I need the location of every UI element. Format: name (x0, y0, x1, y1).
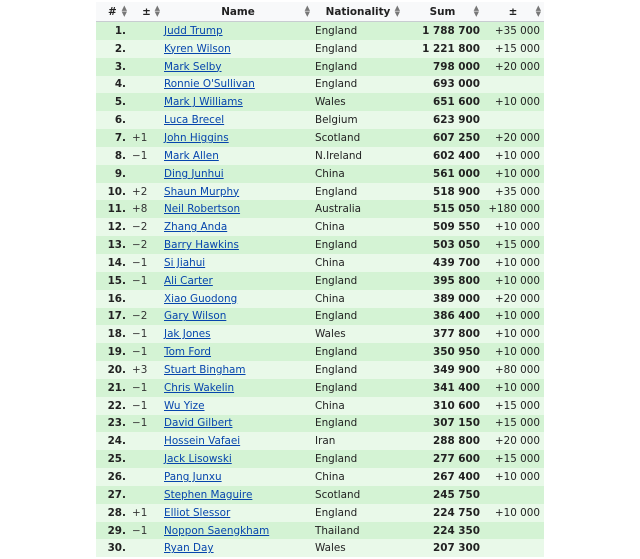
difference-cell: +80 000 (482, 361, 544, 379)
sum-cell: 515 050 (403, 200, 482, 218)
difference-cell: +180 000 (482, 200, 544, 218)
nationality-cell: Wales (313, 539, 403, 557)
change-cell: −2 (130, 308, 163, 326)
position-cell: 7. (96, 129, 130, 147)
difference-cell: +15 000 (482, 236, 544, 254)
change-cell (130, 486, 163, 504)
ranking-table (96, 2, 544, 557)
name-cell (163, 40, 313, 58)
column-header-position[interactable] (96, 2, 130, 22)
sum-cell: 386 400 (403, 308, 482, 326)
table-row (96, 504, 544, 522)
name-cell (163, 22, 313, 40)
table-row (96, 76, 544, 94)
header-row (96, 2, 544, 22)
position-cell: 29. (96, 522, 130, 540)
position-cell: 27. (96, 486, 130, 504)
name-cell (163, 58, 313, 76)
player-link[interactable]: Judd Trump (164, 24, 223, 37)
change-cell: +3 (130, 361, 163, 379)
table-row (96, 522, 544, 540)
sum-cell: 798 000 (403, 58, 482, 76)
column-header-name-label: Name (221, 5, 255, 18)
table-row (96, 290, 544, 308)
change-cell (130, 450, 163, 468)
position-cell: 1. (96, 22, 130, 40)
sum-cell: 245 750 (403, 486, 482, 504)
position-cell: 10. (96, 183, 130, 201)
player-link[interactable]: Zhang Anda (164, 221, 228, 234)
difference-cell: +15 000 (482, 40, 544, 58)
nationality-cell: China (313, 218, 403, 236)
position-cell: 30. (96, 539, 130, 557)
sum-cell: 623 900 (403, 111, 482, 129)
position-cell: 16. (96, 290, 130, 308)
player-link[interactable]: Elliot Slessor (164, 506, 231, 519)
nationality-cell: Scotland (313, 486, 403, 504)
sum-cell: 561 000 (403, 165, 482, 183)
change-cell: +8 (130, 200, 163, 218)
change-cell: −1 (130, 325, 163, 343)
change-cell: −1 (130, 397, 163, 415)
position-cell: 11. (96, 200, 130, 218)
sum-cell: 307 150 (403, 415, 482, 433)
name-cell (163, 147, 313, 165)
difference-cell: +10 000 (482, 308, 544, 326)
nationality-cell: England (313, 379, 403, 397)
name-cell (163, 308, 313, 326)
change-cell (130, 58, 163, 76)
table-row (96, 147, 544, 165)
difference-cell: +10 000 (482, 93, 544, 111)
nationality-cell: England (313, 308, 403, 326)
difference-cell (482, 76, 544, 94)
nationality-cell: England (313, 415, 403, 433)
table-row (96, 236, 544, 254)
player-link[interactable]: Pang Junxu (164, 471, 222, 484)
player-link[interactable]: Noppon Saengkham (164, 524, 270, 537)
difference-cell: +10 000 (482, 165, 544, 183)
position-cell: 6. (96, 111, 130, 129)
player-link[interactable]: Chris Wakelin (164, 381, 235, 394)
name-cell (163, 432, 313, 450)
table-row (96, 254, 544, 272)
position-cell: 22. (96, 397, 130, 415)
position-cell: 15. (96, 272, 130, 290)
column-header-difference[interactable] (482, 2, 544, 22)
sum-cell: 651 600 (403, 93, 482, 111)
change-cell (130, 468, 163, 486)
table-row (96, 183, 544, 201)
change-cell: −1 (130, 254, 163, 272)
sort-arrows-icon[interactable]: ▲ ▼ (304, 4, 310, 18)
difference-cell: +20 000 (482, 58, 544, 76)
nationality-cell: Wales (313, 325, 403, 343)
sum-cell: 693 000 (403, 76, 482, 94)
table-row (96, 539, 544, 557)
player-link[interactable]: Gary Wilson (164, 310, 227, 323)
player-link[interactable]: Wu Yize (164, 399, 205, 412)
nationality-cell: England (313, 40, 403, 58)
difference-cell (482, 522, 544, 540)
player-link[interactable]: Xiao Guodong (164, 292, 238, 305)
name-cell (163, 522, 313, 540)
sum-cell: 277 600 (403, 450, 482, 468)
name-cell (163, 183, 313, 201)
table-row (96, 218, 544, 236)
table-row (96, 397, 544, 415)
player-link[interactable]: Jak Jones (164, 328, 211, 341)
nationality-cell: England (313, 361, 403, 379)
name-cell (163, 504, 313, 522)
sum-cell: 395 800 (403, 272, 482, 290)
table-row (96, 468, 544, 486)
position-cell: 23. (96, 415, 130, 433)
sum-cell: 224 350 (403, 522, 482, 540)
sum-cell: 349 900 (403, 361, 482, 379)
column-header-name[interactable] (163, 2, 313, 22)
player-link[interactable]: Luca Brecel (164, 114, 225, 127)
difference-cell: +10 000 (482, 218, 544, 236)
position-cell: 17. (96, 308, 130, 326)
nationality-cell: Wales (313, 93, 403, 111)
player-link[interactable]: Neil Robertson (164, 203, 241, 216)
name-cell (163, 343, 313, 361)
table-row (96, 343, 544, 361)
name-cell (163, 539, 313, 557)
position-cell: 5. (96, 93, 130, 111)
sort-arrows-icon[interactable]: ▲ ▼ (394, 4, 400, 18)
position-cell: 21. (96, 379, 130, 397)
name-cell (163, 76, 313, 94)
difference-cell (482, 539, 544, 557)
position-cell: 24. (96, 432, 130, 450)
sum-cell: 288 800 (403, 432, 482, 450)
column-header-sum[interactable] (403, 2, 482, 22)
change-cell: −2 (130, 236, 163, 254)
table-row (96, 111, 544, 129)
table-row (96, 165, 544, 183)
column-header-sum-label: Sum (429, 5, 456, 18)
sort-arrows-icon[interactable]: ▲ ▼ (121, 4, 127, 18)
name-cell (163, 93, 313, 111)
difference-cell: +10 000 (482, 272, 544, 290)
sum-cell: 439 700 (403, 254, 482, 272)
sum-cell: 602 400 (403, 147, 482, 165)
table-row (96, 379, 544, 397)
position-cell: 4. (96, 76, 130, 94)
sum-cell: 341 400 (403, 379, 482, 397)
sum-cell: 224 750 (403, 504, 482, 522)
nationality-cell: N.Ireland (313, 147, 403, 165)
difference-cell: +20 000 (482, 129, 544, 147)
change-cell (130, 93, 163, 111)
nationality-cell: England (313, 450, 403, 468)
difference-cell: +35 000 (482, 22, 544, 40)
name-cell (163, 486, 313, 504)
nationality-cell: China (313, 468, 403, 486)
position-cell: 12. (96, 218, 130, 236)
change-cell: +2 (130, 183, 163, 201)
sum-cell: 207 300 (403, 539, 482, 557)
change-cell: −1 (130, 343, 163, 361)
position-cell: 14. (96, 254, 130, 272)
name-cell (163, 272, 313, 290)
change-cell (130, 290, 163, 308)
nationality-cell: Scotland (313, 129, 403, 147)
change-cell (130, 165, 163, 183)
nationality-cell: England (313, 76, 403, 94)
difference-cell: +10 000 (482, 147, 544, 165)
nationality-cell: China (313, 290, 403, 308)
name-cell (163, 415, 313, 433)
table-row (96, 361, 544, 379)
change-cell (130, 539, 163, 557)
difference-cell: +15 000 (482, 415, 544, 433)
change-cell (130, 22, 163, 40)
position-cell: 28. (96, 504, 130, 522)
sum-cell: 389 000 (403, 290, 482, 308)
table-row (96, 325, 544, 343)
player-link[interactable]: Mark Selby (164, 60, 222, 73)
change-cell (130, 432, 163, 450)
difference-cell: +15 000 (482, 450, 544, 468)
change-cell: −1 (130, 379, 163, 397)
difference-cell: +15 000 (482, 397, 544, 415)
table-row (96, 272, 544, 290)
column-header-position-label: # (108, 5, 117, 18)
player-link[interactable]: Ryan Day (164, 542, 214, 555)
table-row (96, 486, 544, 504)
table-row (96, 308, 544, 326)
change-cell (130, 76, 163, 94)
sort-arrows-icon[interactable]: ▲ ▼ (535, 4, 541, 18)
change-cell (130, 40, 163, 58)
position-cell: 8. (96, 147, 130, 165)
column-header-nationality-label: Nationality (325, 5, 391, 18)
table-row (96, 432, 544, 450)
change-cell (130, 111, 163, 129)
change-cell: +1 (130, 504, 163, 522)
table-row (96, 22, 544, 40)
player-link[interactable]: Mark Allen (164, 149, 219, 162)
position-cell: 2. (96, 40, 130, 58)
nationality-cell: China (313, 165, 403, 183)
position-cell: 3. (96, 58, 130, 76)
sum-cell: 310 600 (403, 397, 482, 415)
difference-cell: +10 000 (482, 325, 544, 343)
position-cell: 13. (96, 236, 130, 254)
change-cell: +1 (130, 129, 163, 147)
sum-cell: 503 050 (403, 236, 482, 254)
nationality-cell: China (313, 397, 403, 415)
nationality-cell: England (313, 504, 403, 522)
nationality-cell: Australia (313, 200, 403, 218)
difference-cell (482, 111, 544, 129)
player-link[interactable]: Stephen Maguire (164, 488, 253, 501)
position-cell: 26. (96, 468, 130, 486)
nationality-cell: China (313, 254, 403, 272)
name-cell (163, 111, 313, 129)
name-cell (163, 325, 313, 343)
name-cell (163, 290, 313, 308)
nationality-cell: Thailand (313, 522, 403, 540)
sum-cell: 509 550 (403, 218, 482, 236)
sort-arrows-icon[interactable]: ▲ ▼ (473, 4, 479, 18)
nationality-cell: England (313, 343, 403, 361)
sum-cell: 518 900 (403, 183, 482, 201)
player-link[interactable]: Ding Junhui (164, 167, 224, 180)
change-cell: −1 (130, 272, 163, 290)
table-row (96, 58, 544, 76)
player-link[interactable]: Stuart Bingham (164, 363, 246, 376)
difference-cell: +10 000 (482, 254, 544, 272)
difference-cell: +10 000 (482, 343, 544, 361)
name-cell (163, 165, 313, 183)
table-row (96, 200, 544, 218)
name-cell (163, 397, 313, 415)
change-cell: −1 (130, 522, 163, 540)
table-row (96, 93, 544, 111)
column-header-nationality[interactable] (313, 2, 403, 22)
column-header-difference-label: ± (508, 5, 518, 18)
table-row (96, 415, 544, 433)
sum-cell: 377 800 (403, 325, 482, 343)
player-link[interactable]: Mark J Williams (164, 96, 243, 109)
nationality-cell: England (313, 236, 403, 254)
table-row (96, 40, 544, 58)
player-link[interactable]: Tom Ford (164, 346, 212, 359)
player-link[interactable]: Barry Hawkins (164, 239, 239, 252)
name-cell (163, 361, 313, 379)
sort-arrows-icon[interactable]: ▲ ▼ (154, 4, 160, 18)
player-link[interactable]: David Gilbert (164, 417, 233, 430)
column-header-change[interactable] (130, 2, 163, 22)
nationality-cell: England (313, 272, 403, 290)
sum-cell: 267 400 (403, 468, 482, 486)
name-cell (163, 218, 313, 236)
difference-cell: +20 000 (482, 290, 544, 308)
difference-cell: +10 000 (482, 468, 544, 486)
player-link[interactable]: Ronnie O'Sullivan (164, 78, 255, 91)
name-cell (163, 450, 313, 468)
player-link[interactable]: John Higgins (164, 131, 229, 144)
nationality-cell: Iran (313, 432, 403, 450)
nationality-cell: Belgium (313, 111, 403, 129)
column-header-change-label: ± (142, 5, 151, 18)
player-link[interactable]: Si Jiahui (164, 256, 206, 269)
change-cell: −1 (130, 415, 163, 433)
player-link[interactable]: Shaun Murphy (164, 185, 240, 198)
name-cell (163, 200, 313, 218)
name-cell (163, 468, 313, 486)
position-cell: 19. (96, 343, 130, 361)
position-cell: 9. (96, 165, 130, 183)
name-cell (163, 236, 313, 254)
player-link[interactable]: Ali Carter (164, 274, 213, 287)
player-link[interactable]: Jack Lisowski (164, 453, 232, 466)
difference-cell: +10 000 (482, 504, 544, 522)
nationality-cell: England (313, 22, 403, 40)
change-cell: −2 (130, 218, 163, 236)
position-cell: 25. (96, 450, 130, 468)
difference-cell: +10 000 (482, 379, 544, 397)
nationality-cell: England (313, 58, 403, 76)
sum-cell: 607 250 (403, 129, 482, 147)
player-link[interactable]: Kyren Wilson (164, 42, 231, 55)
player-link[interactable]: Hossein Vafaei (164, 435, 241, 448)
position-cell: 18. (96, 325, 130, 343)
name-cell (163, 254, 313, 272)
table-row (96, 450, 544, 468)
sum-cell: 1 221 800 (403, 40, 482, 58)
difference-cell: +20 000 (482, 432, 544, 450)
table-row (96, 129, 544, 147)
difference-cell: +35 000 (482, 183, 544, 201)
sum-cell: 1 788 700 (403, 22, 482, 40)
difference-cell (482, 486, 544, 504)
position-cell: 20. (96, 361, 130, 379)
nationality-cell: England (313, 183, 403, 201)
change-cell: −1 (130, 147, 163, 165)
sum-cell: 350 950 (403, 343, 482, 361)
name-cell (163, 129, 313, 147)
name-cell (163, 379, 313, 397)
